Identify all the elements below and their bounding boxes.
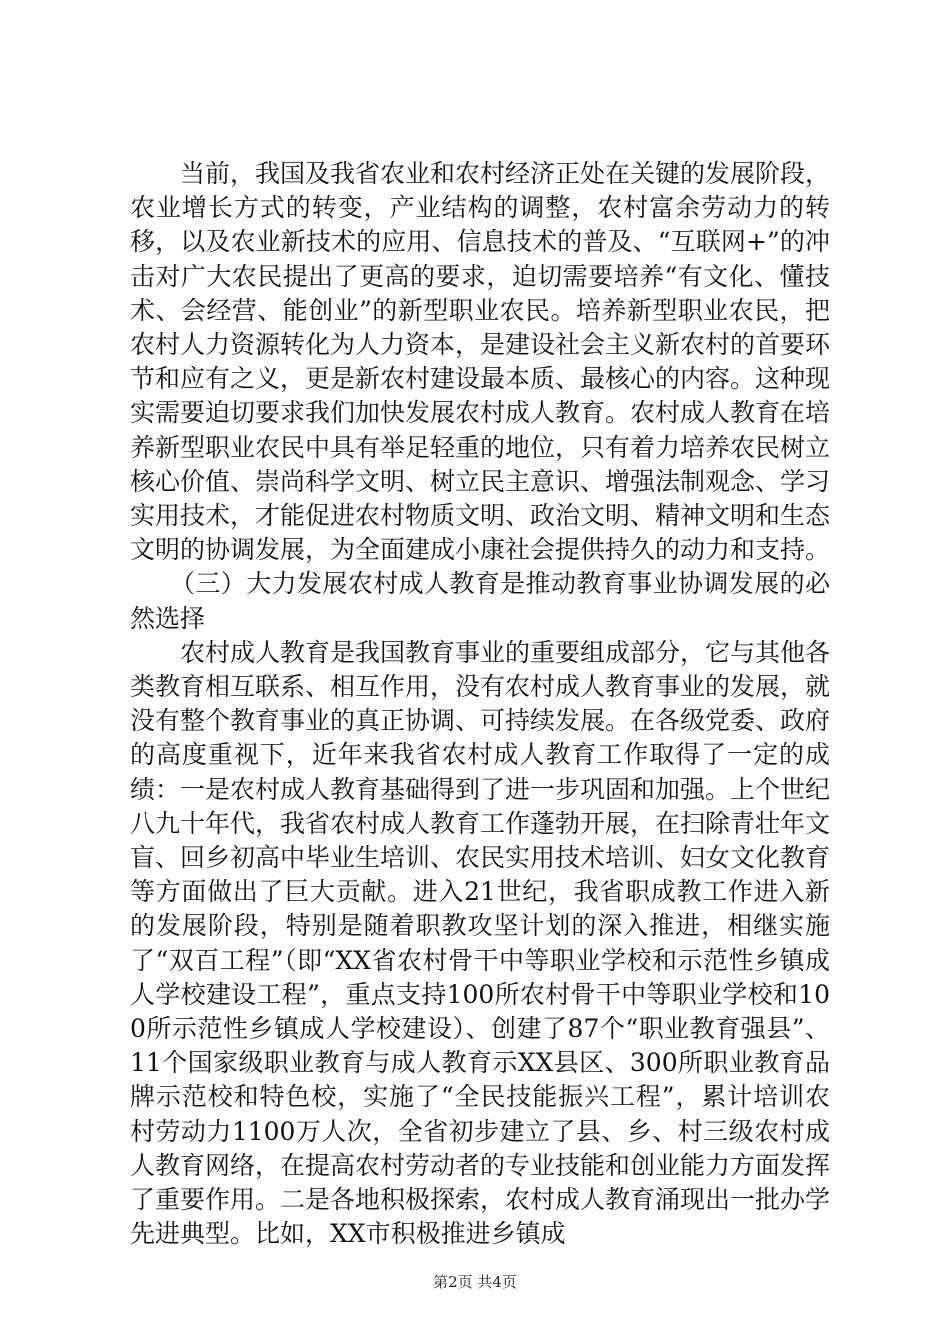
paragraph-rural-needs: 当前，我国及我省农业和农村经济正处在关键的发展阶段，农业增长方式的转变，产业结构的调整，农村富余劳动力的转移，以及农业新技术的应用、信息技术的普及、“互联网+”的冲击对广大农民提出了更高的要求，迫切需要培养“有文化、懂技术、会经营、能创业”的新型职业农民。培养新型职业农民，把农村人力资源转化为人力资本，是建设社会主义新农村的首要环节和应有之义，更是新农村建设最本质、最核心的内容。这种现实需要迫切要求我们加快发展农村成人教育。农村成人教育在培养新型职业农民中具有举足轻重的地位，只有着力培养农民树立核心价值、崇尚科学文明、树立民主意识、增强法制观念、学习实用技术，才能促进农村物质文明、政治文明、精神文明和生态文明的协调发展，为全面建成小康社会提供持久的动力和支持。 (130, 159, 831, 565)
paragraph-rural-adult-education: 农村成人教育是我国教育事业的重要组成部分，它与其他各类教育相互联系、相互作用，没有农村成人教育事业的发展，就没有整个教育事业的真正协调、可持续发展。在各级党委、政府的高度重视下，近年来我省农村成人教育工作取得了一定的成绩：一是农村成人教育基础得到了进一步巩固和加强。上个世纪八九十年代，我省农村成人教育工作蓬勃开展，在扫除青壮年文盲、回乡初高中毕业生培训、农民实用技术培训、妇女文化教育等方面做出了巨大贡献。进入21世纪，我省职成教工作进入新的发展阶段，特别是随着职教攻坚计划的深入推进，相继实施了“双百工程”（即“XX省农村骨干中等职业学校和示范性乡镇成人学校建设工程”，重点支持100所农村骨干中等职业学校和100所示范性乡镇成人学校建设）、创建了87个“职业教育强县”、11个国家级职业教育与成人教育示XX县区、300所职业教育品牌示范校和特色校，实施了“全民技能振兴工程”，累计培训农村劳动力1100万人次，全省初步建立了县、乡、村三级农村成人教育网络，在提高农村劳动者的专业技能和创业能力方面发挥了重要作用。二是各地积极探索，农村成人教育涌现出一批办学先进典型。比如，XX市积极推进乡镇成 (130, 637, 831, 1249)
document-body (130, 157, 830, 1252)
section-heading: （三）大力发展农村成人教育是推动教育事业协调发展的必然选择 (130, 569, 830, 633)
page-number: 第2页 共4页 (433, 1273, 517, 1291)
